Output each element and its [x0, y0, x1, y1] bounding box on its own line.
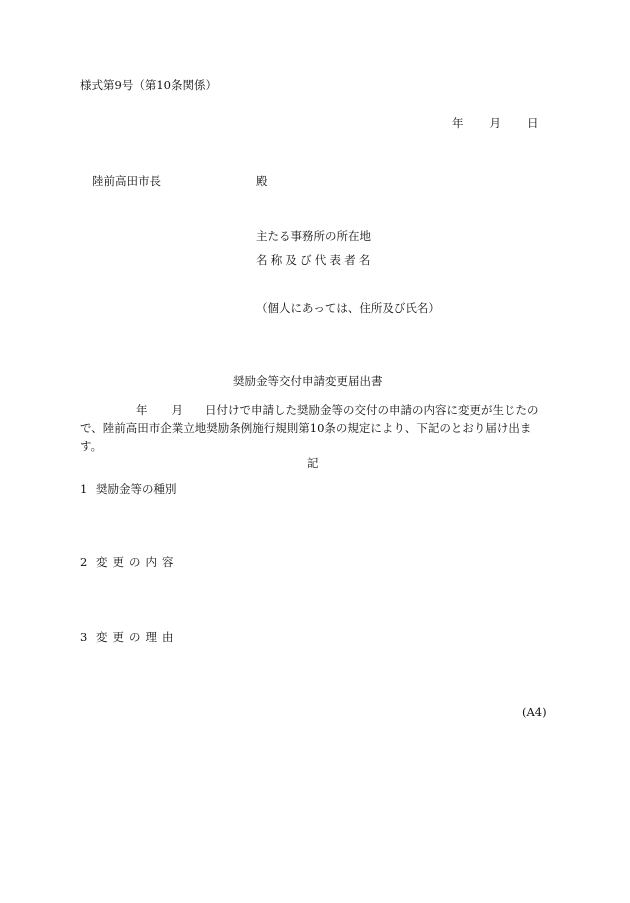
- date-month-label: 月: [489, 116, 501, 130]
- item-3-label: 変更の理由: [96, 630, 179, 644]
- body-text: [80, 401, 550, 455]
- body-line-1-text: 日付けで申請した奨励金等の交付の申請の内容に変更が生じたの: [205, 403, 539, 417]
- body-line-2: で、陸前高田市企業立地奨励条例施行規則第10条の規定により、下記のとおり届け出ま: [80, 421, 532, 435]
- date-day-label: 日: [527, 116, 539, 130]
- date-year-label: 年: [452, 116, 464, 130]
- item-1-number: 1: [80, 482, 88, 496]
- form-number: 様式第9号（第10条関係）: [80, 78, 217, 92]
- applicant-individual-note: （個人にあっては、住所及び氏名）: [256, 301, 440, 315]
- body-line-3: す。: [80, 439, 103, 453]
- item-1-label: 奨励金等の種別: [96, 482, 177, 496]
- body-line-1: [80, 401, 550, 419]
- applicant-name-label: 名称及び代表者名: [256, 253, 374, 267]
- item-1: [80, 484, 177, 496]
- honorific: 殿: [256, 174, 268, 188]
- body-month-label: 月: [171, 403, 183, 417]
- paper-size: (A4): [522, 705, 547, 719]
- ki-heading: 記: [307, 456, 319, 470]
- applicant-address-label: 主たる事務所の所在地: [256, 229, 371, 243]
- body-year-label: 年: [136, 403, 148, 417]
- recipient: 陸前高田市長: [92, 174, 161, 188]
- item-3-number: 3: [80, 630, 88, 644]
- item-2-number: 2: [80, 555, 88, 569]
- date-line: [452, 118, 539, 130]
- item-3: [80, 632, 179, 644]
- item-2: [80, 557, 179, 569]
- item-2-label: 変更の内容: [96, 555, 179, 569]
- document-title: 奨励金等交付申請変更届出書: [233, 374, 383, 388]
